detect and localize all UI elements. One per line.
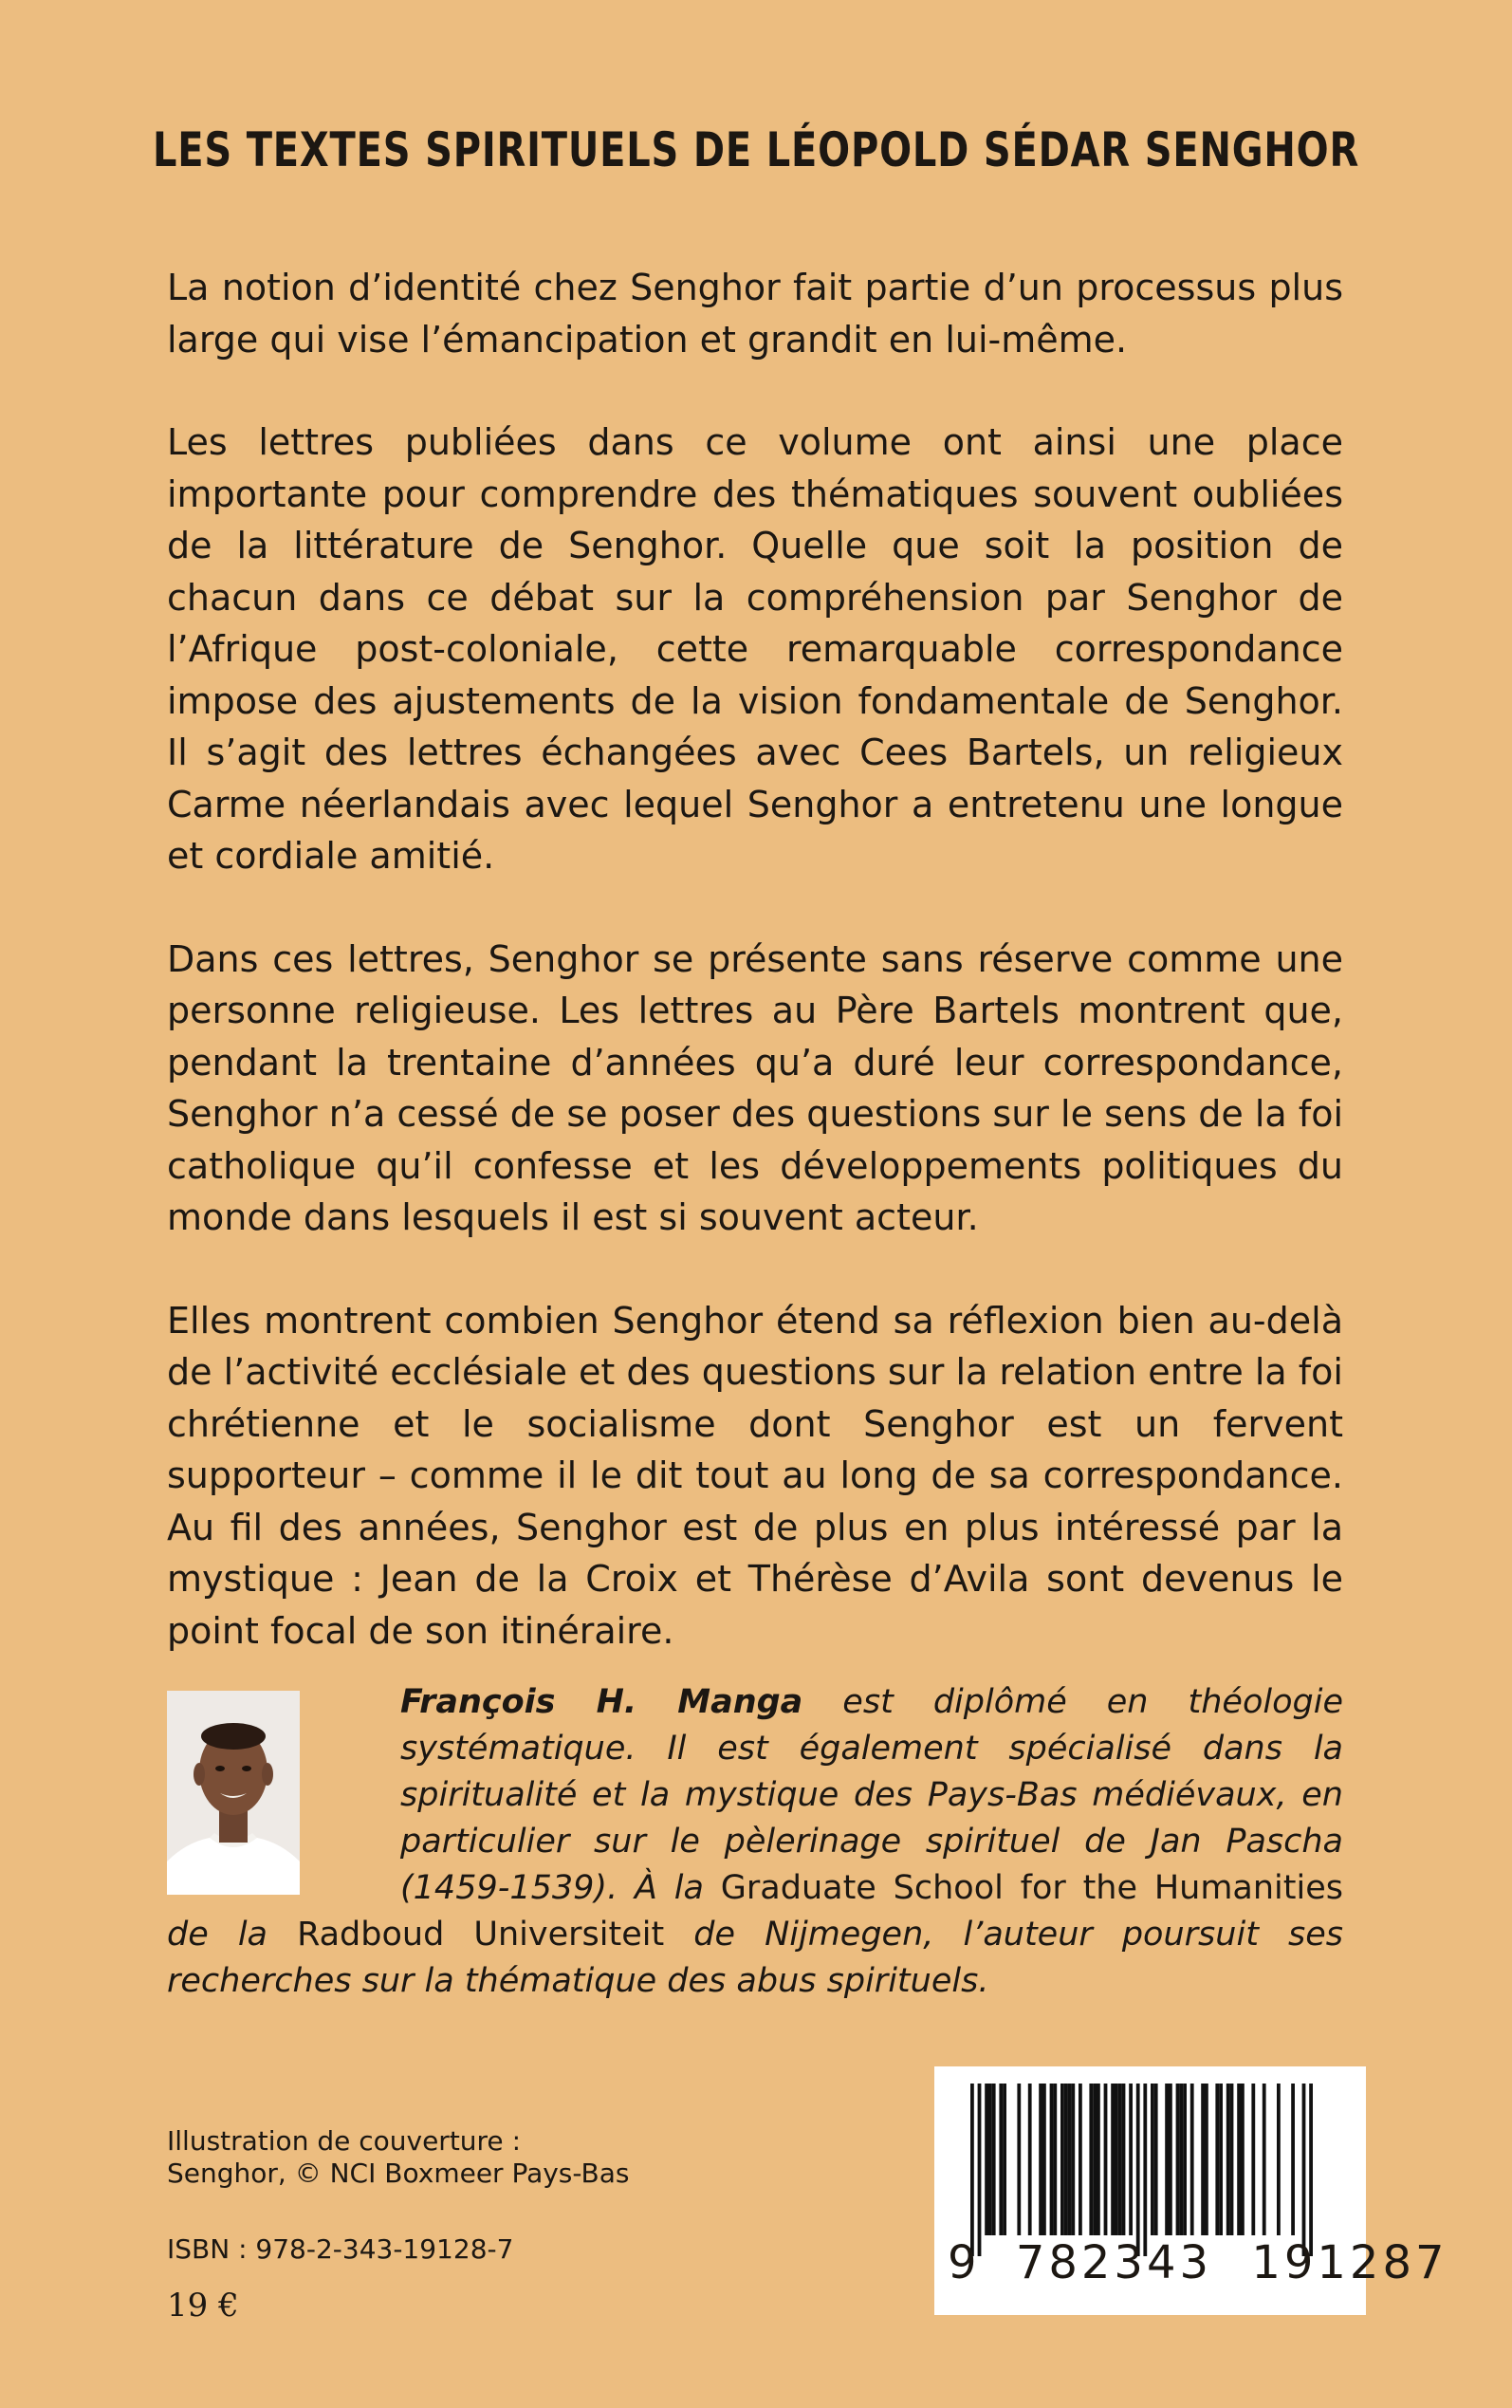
- barcode-bar: [1064, 2084, 1068, 2235]
- barcode-bar: [988, 2084, 992, 2235]
- barcode-bar: [1226, 2084, 1230, 2235]
- book-title: LES TEXTES SPIRITUELS DE LÉOPOLD SÉDAR SENGHOR: [152, 122, 1360, 177]
- barcode-bar: [1190, 2084, 1194, 2235]
- barcode-bar: [1215, 2084, 1219, 2235]
- barcode-guard-bar: [1136, 2084, 1140, 2256]
- barcode-guard-bar: [978, 2084, 982, 2256]
- barcode-bar: [1176, 2084, 1180, 2235]
- barcode-bar: [1079, 2084, 1082, 2235]
- barcode-guard-bar: [1309, 2084, 1313, 2256]
- credits-line-2: Senghor, © NCI Boxmeer Pays-Bas: [167, 2158, 630, 2189]
- barcode-bar: [1097, 2084, 1100, 2235]
- barcode-bar: [1251, 2084, 1255, 2235]
- author-bio-text-2: de la: [167, 1916, 298, 1954]
- barcode-bar: [1039, 2084, 1042, 2235]
- barcode-bar: [1129, 2084, 1133, 2235]
- blurb-paragraph-1: La notion d’identité chez Senghor fait partie d’un processus plus large qui vise l’émancipation et grandit en lui-même.: [167, 267, 1343, 361]
- barcode-bar: [1111, 2084, 1115, 2235]
- barcode-guard-bar: [970, 2084, 974, 2256]
- isbn: ISBN : 978-2-343-19128-7: [167, 2233, 514, 2265]
- barcode: [934, 2066, 1448, 2315]
- barcode-bar: [985, 2084, 988, 2235]
- barcode-bar: [1042, 2084, 1046, 2235]
- barcode-digits-left: 782343: [1015, 2236, 1213, 2289]
- barcode-digit-first: 9: [948, 2236, 981, 2289]
- blurb-paragraph-3: Dans ces lettres, Senghor se présente sans réserve comme une personne religieuse. Les lettres au Père Bartels montrent que, pendant la trentaine d’années qu’a duré leur correspondance, Senghor n’a cessé de se poser des questions sur le sens de la foi catholique qu’il confesse et les développements politiques du monde dans lesquels il est si souvent acteur.: [167, 937, 1343, 1238]
- barcode-bar: [1237, 2084, 1241, 2235]
- barcode-bar: [1104, 2084, 1108, 2235]
- barcode-bar: [1060, 2084, 1064, 2235]
- author-name: François H. Manga: [400, 1683, 803, 1721]
- barcode-bar: [1277, 2084, 1281, 2235]
- barcode-bar: [992, 2084, 996, 2235]
- barcode-bar: [999, 2084, 1003, 2235]
- barcode-bar: [1003, 2084, 1006, 2235]
- barcode-bar: [1241, 2084, 1245, 2235]
- author-bio-text-3: de Nijmegen, l’auteur poursuit ses recherches sur la thématique des abus spirituels.: [167, 1916, 1343, 2000]
- author-bio: [167, 1679, 1343, 2005]
- photo-spacer: [167, 1679, 400, 1907]
- cover-credits: [167, 2125, 629, 2190]
- barcode-bar: [1201, 2084, 1205, 2235]
- barcode-bar: [1118, 2084, 1122, 2235]
- barcode-bar: [1179, 2084, 1183, 2235]
- price: 19 €: [167, 2287, 239, 2325]
- barcode-bar: [1165, 2084, 1169, 2235]
- barcode-bar: [1050, 2084, 1054, 2235]
- author-bio-school: Graduate School for the Humanities: [720, 1869, 1343, 1907]
- blurb-paragraph-2: Les lettres publiées dans ce volume ont ainsi une place importante pour comprendre des thématiques souvent oubliées de la littérature de Senghor. Quelle que soit la position de chacun dans ce débat sur la compréhension par Senghor de l’Afrique post-coloniale, cette remarquable correspondance impose des ajustements de la vision fondamentale de Senghor. Il s’agit des lettres échangées avec Cees Bartels, un religieux Carme néerlandais avec lequel Senghor a entretenu une longue et cordiale amitié.: [167, 421, 1343, 877]
- barcode-bar: [1169, 2084, 1172, 2235]
- author-bio-text-1: est diplômé en théologie systématique. Il est également spécialisé dans la spiritualité et la mystique des Pays-Bas médiévaux, en particulier sur le pèlerinage spirituel de Jan Pascha (1459-1539). À la: [400, 1683, 1343, 1907]
- barcode-digits: [948, 2236, 1448, 2289]
- blurb-paragraph-4: Elles montrent combien Senghor étend sa réflexion bien au-delà de l’activité ecclésiale et des questions sur la relation entre la foi chrétienne et le socialisme dont Senghor est un fervent supporteur – comme il le dit tout au long de sa correspondance. Au fil des années, Senghor est de plus en plus intéressé par la mystique : Jean de la Croix et Thérèse d’Avila sont devenus le point focal de son itinéraire.: [167, 1299, 1343, 1652]
- barcode-bar: [1154, 2084, 1158, 2235]
- barcode-bar: [1122, 2084, 1126, 2235]
- credits-line-1: Illustration de couverture :: [167, 2125, 521, 2157]
- barcode-bar: [1093, 2084, 1097, 2235]
- barcode-bar: [1183, 2084, 1187, 2235]
- barcode-bar: [1205, 2084, 1208, 2235]
- barcode-bar: [1071, 2084, 1075, 2235]
- barcode-bar: [1017, 2084, 1021, 2235]
- blurb: [167, 262, 1343, 1708]
- barcode-bar: [1028, 2084, 1032, 2235]
- barcode-bar: [1151, 2084, 1154, 2235]
- barcode-bar: [1291, 2084, 1295, 2235]
- barcode-bar: [1263, 2084, 1266, 2235]
- barcode-bar: [1115, 2084, 1118, 2235]
- barcode-guard-bar: [1143, 2084, 1147, 2256]
- barcode-bar: [1230, 2084, 1234, 2235]
- barcode-bar: [1219, 2084, 1223, 2235]
- barcode-guard-bar: [1302, 2084, 1306, 2256]
- author-bio-university: Radboud Universiteit: [297, 1916, 665, 1954]
- barcode-bar: [1089, 2084, 1093, 2235]
- barcode-digits-right: 191287: [1251, 2236, 1448, 2289]
- barcode-bar: [1053, 2084, 1057, 2235]
- barcode-bar: [1068, 2084, 1072, 2235]
